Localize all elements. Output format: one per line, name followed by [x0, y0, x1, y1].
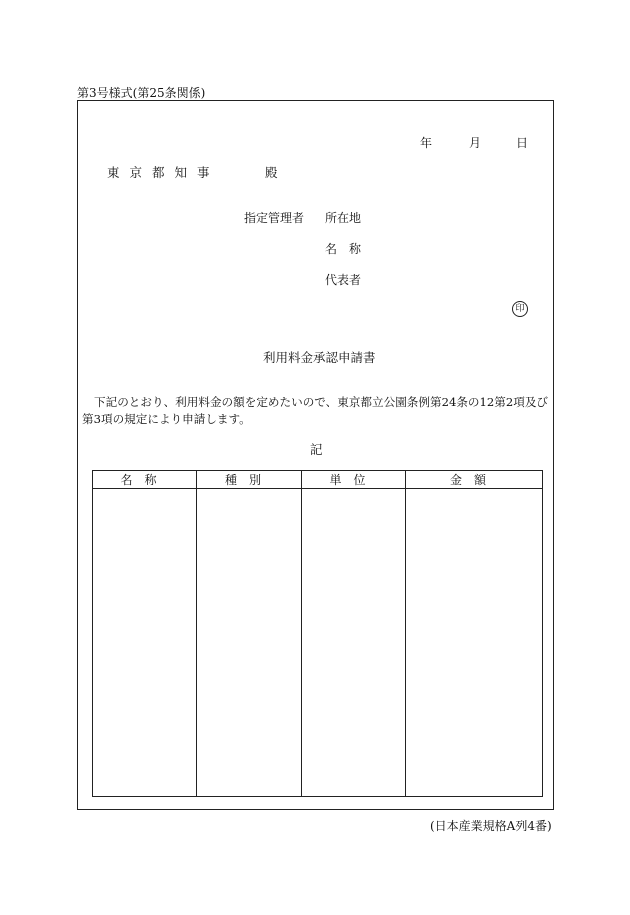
ki-heading: 記 [310, 442, 323, 457]
addressee: 東京都知事 [107, 165, 220, 180]
cell-unit[interactable] [302, 489, 406, 797]
table-body-row [93, 489, 543, 797]
seal-mark: 印 [512, 301, 528, 317]
items-table [92, 470, 543, 797]
document-title: 利用料金承認申請書 [263, 350, 376, 365]
designated-manager-label: 指定管理者 [244, 211, 305, 225]
date-year: 年 [420, 136, 433, 150]
date-day: 日 [516, 136, 529, 150]
body-text: 下記のとおり、利用料金の額を定めたいので、東京都立公園条例第24条の12第2項及び第3項の規定により申請します。 [82, 395, 549, 426]
form-number-label: 第3号様式(第25条関係) [77, 86, 206, 100]
date-month: 月 [469, 136, 482, 150]
address-label: 所在地 [325, 211, 362, 225]
cell-name[interactable] [93, 489, 197, 797]
header-unit: 単位 [302, 471, 406, 489]
table-header-row [93, 471, 543, 489]
representative-label: 代表者 [325, 273, 362, 287]
paper-size-note: (日本産業規格A列4番) [430, 819, 552, 833]
name-label: 名 称 [325, 242, 362, 256]
header-type: 種別 [197, 471, 302, 489]
header-amount: 金額 [406, 471, 543, 489]
header-name: 名称 [93, 471, 197, 489]
addressee-suffix: 殿 [265, 165, 278, 180]
cell-amount[interactable] [406, 489, 543, 797]
cell-type[interactable] [197, 489, 302, 797]
